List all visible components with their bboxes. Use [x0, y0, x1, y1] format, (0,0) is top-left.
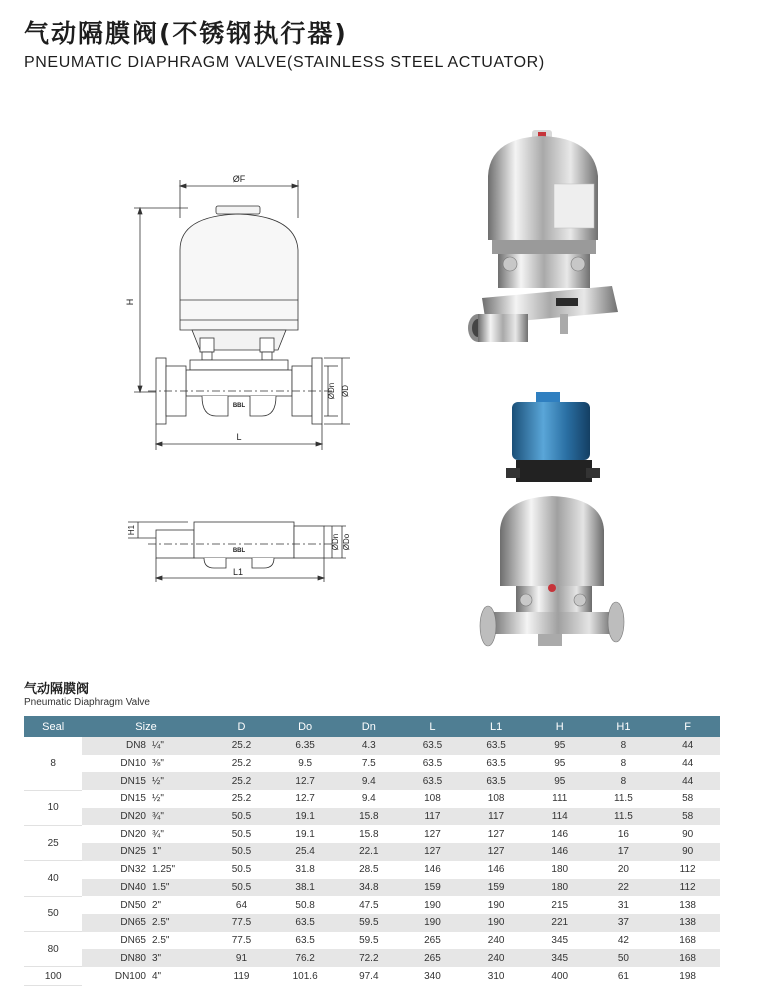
- value-cell-l1: 108: [487, 793, 505, 805]
- value-cell-l1: 240: [487, 934, 505, 946]
- size-dn: DN65: [120, 934, 146, 946]
- value-cell-f: 168: [679, 934, 696, 946]
- seal-cell: 10: [24, 790, 82, 825]
- value-cell-d: 50.5: [231, 828, 252, 840]
- size-cell: [82, 949, 209, 967]
- value-cell-l1: 190: [464, 914, 528, 932]
- value-cell-d: 50.5: [210, 879, 274, 897]
- value-cell-h1: 22: [592, 879, 656, 897]
- value-cell-do: 12.7: [295, 793, 315, 805]
- size-inch: ¾": [152, 811, 164, 823]
- size-inch: ¾": [152, 828, 164, 840]
- value-cell-h: 95: [554, 758, 566, 770]
- value-cell-l1: 63.5: [464, 737, 528, 755]
- size-inch: 1.5": [152, 881, 170, 893]
- value-cell-l1: 146: [487, 864, 505, 876]
- value-cell-h1: 8: [592, 772, 656, 790]
- size-cell: [82, 843, 209, 861]
- size-cell: [82, 861, 209, 879]
- column-header-h: H: [528, 716, 592, 737]
- table-row: [24, 914, 720, 932]
- size-inch: 1": [152, 846, 162, 858]
- column-header-dn: Dn: [337, 716, 401, 737]
- value-cell-l1: 127: [487, 828, 505, 840]
- value-cell-f: 44: [655, 772, 720, 790]
- size-cell: [82, 932, 209, 950]
- table-row: [24, 808, 720, 826]
- value-cell-h: 114: [528, 808, 592, 826]
- size-cell: [82, 755, 209, 773]
- seal-cell: 25: [24, 825, 82, 860]
- value-cell-do: 19.1: [273, 808, 337, 826]
- value-cell-do: 19.1: [295, 828, 315, 840]
- value-cell-h1: 42: [617, 934, 629, 946]
- value-cell-dn: 97.4: [359, 970, 379, 982]
- table-header-row: [24, 716, 720, 737]
- value-cell-h: 95: [528, 772, 592, 790]
- value-cell-do: 12.7: [273, 772, 337, 790]
- value-cell-d: 77.5: [210, 914, 274, 932]
- dim-label-dn: ØDn: [327, 382, 336, 400]
- value-cell-do: 63.5: [295, 934, 315, 946]
- value-cell-d: 25.2: [210, 737, 274, 755]
- table-row: [24, 861, 720, 879]
- size-inch: ⅜": [152, 758, 164, 770]
- value-cell-l: 108: [424, 793, 441, 805]
- value-cell-h1: 8: [592, 737, 656, 755]
- front-view-drawing: [125, 170, 358, 455]
- dim-label-l1: L1: [232, 567, 244, 577]
- size-dn: DN80: [120, 952, 146, 964]
- product-photo-blue-head: [476, 390, 636, 658]
- size-dn: DN40: [120, 881, 146, 893]
- table-row: [24, 790, 720, 808]
- size-inch: 2.5": [152, 934, 170, 946]
- value-cell-d: 25.2: [210, 772, 274, 790]
- value-cell-l1: 159: [464, 879, 528, 897]
- value-cell-l: 63.5: [401, 737, 465, 755]
- column-header-l: L: [401, 716, 465, 737]
- value-cell-l: 127: [424, 828, 441, 840]
- value-cell-l: 63.5: [401, 772, 465, 790]
- size-inch: 4": [152, 970, 162, 982]
- seal-cell: 50: [24, 896, 82, 931]
- value-cell-l: 117: [401, 808, 465, 826]
- value-cell-do: 9.5: [298, 758, 313, 770]
- value-cell-dn: 22.1: [337, 843, 401, 861]
- size-cell: [82, 914, 209, 932]
- value-cell-do: 6.35: [273, 737, 337, 755]
- seal-cell: 100: [24, 967, 82, 986]
- table-row: [24, 967, 720, 986]
- value-cell-d: 64: [235, 899, 248, 911]
- value-cell-d: 91: [210, 949, 274, 967]
- value-cell-do: 38.1: [273, 879, 337, 897]
- value-cell-do: 25.4: [273, 843, 337, 861]
- size-dn: DN15: [120, 775, 146, 787]
- value-cell-f: 138: [655, 914, 720, 932]
- column-header-l1: L1: [464, 716, 528, 737]
- size-cell: [82, 879, 209, 897]
- column-header-d: D: [210, 716, 274, 737]
- size-cell: [82, 737, 209, 755]
- value-cell-dn: 15.8: [359, 828, 379, 840]
- column-header-seal: Seal: [24, 716, 82, 737]
- table-row: [24, 737, 720, 755]
- size-dn: DN25: [120, 846, 146, 858]
- value-cell-f: 112: [655, 879, 720, 897]
- value-cell-h: 400: [551, 970, 569, 982]
- value-cell-do: 50.8: [295, 899, 315, 911]
- value-cell-l: 159: [401, 879, 465, 897]
- size-inch: 3": [152, 952, 162, 964]
- size-inch: 2.5": [152, 917, 170, 929]
- size-inch: ½": [152, 793, 164, 805]
- column-header-do: Do: [273, 716, 337, 737]
- value-cell-h: 146: [551, 828, 569, 840]
- value-cell-d: 77.5: [231, 934, 252, 946]
- table-row: [24, 843, 720, 861]
- value-cell-l: 127: [401, 843, 465, 861]
- value-cell-h1: 61: [617, 970, 629, 982]
- value-cell-h1: 50: [592, 949, 656, 967]
- seal-cell: 8: [24, 737, 82, 790]
- value-cell-d: 25.2: [231, 758, 252, 770]
- value-cell-l1: 63.5: [464, 772, 528, 790]
- value-cell-dn: 34.8: [337, 879, 401, 897]
- size-dn: DN65: [120, 917, 146, 929]
- top-body-mark: BBL: [232, 548, 246, 554]
- dim-label-l: L: [236, 432, 242, 442]
- value-cell-l: 265: [401, 949, 465, 967]
- value-cell-h: 111: [552, 793, 568, 805]
- value-cell-l1: 63.5: [486, 758, 506, 770]
- value-cell-d: 119: [233, 970, 250, 982]
- page-title-en: PNEUMATIC DIAPHRAGM VALVE(STAINLESS STEEL ACTUATOR): [24, 54, 545, 71]
- table-row: [24, 772, 720, 790]
- size-inch: 1.25": [152, 864, 176, 876]
- value-cell-h: 215: [551, 899, 569, 911]
- size-cell: [82, 808, 209, 826]
- value-cell-l: 190: [401, 914, 465, 932]
- value-cell-l: 340: [424, 970, 441, 982]
- table-title-en: Pneumatic Diaphragm Valve: [24, 697, 150, 708]
- value-cell-l: 265: [424, 934, 441, 946]
- column-header-h1: H1: [592, 716, 656, 737]
- size-inch: ¼": [152, 740, 164, 752]
- size-inch: 2": [152, 899, 162, 911]
- value-cell-h: 95: [528, 737, 592, 755]
- value-cell-h: 146: [528, 843, 592, 861]
- page-title-zh: 气动隔膜阀(不锈钢执行器): [24, 19, 348, 48]
- size-cell: [82, 896, 209, 914]
- size-dn: DN15: [120, 793, 146, 805]
- value-cell-do: 76.2: [273, 949, 337, 967]
- product-photo-stainless: [462, 128, 632, 350]
- value-cell-h1: 11.5: [592, 808, 656, 826]
- value-cell-l: 146: [424, 864, 441, 876]
- dim-label-f: ØF: [232, 174, 246, 184]
- value-cell-h1: 31: [617, 899, 629, 911]
- value-cell-d: 50.5: [231, 864, 252, 876]
- value-cell-h1: 8: [620, 758, 627, 770]
- value-cell-l: 190: [424, 899, 441, 911]
- value-cell-f: 44: [655, 737, 720, 755]
- table-row: [24, 949, 720, 967]
- dim-label-h: H: [125, 298, 135, 306]
- size-dn: DN20: [120, 811, 146, 823]
- value-cell-f: 90: [682, 828, 694, 840]
- size-dn: DN50: [120, 899, 146, 911]
- value-cell-f: 58: [682, 793, 694, 805]
- value-cell-dn: 47.5: [359, 899, 379, 911]
- value-cell-dn: 9.4: [361, 793, 376, 805]
- body-mark: BBL: [232, 403, 246, 409]
- value-cell-h1: 20: [617, 864, 629, 876]
- size-cell: [82, 967, 209, 986]
- value-cell-h1: 16: [617, 828, 629, 840]
- dim-label-h1: H1: [127, 524, 136, 536]
- value-cell-f: 112: [679, 864, 696, 876]
- value-cell-h1: 11.5: [614, 793, 633, 805]
- size-dn: DN10: [120, 758, 146, 770]
- column-header-size: Size: [82, 716, 209, 737]
- column-header-f: F: [655, 716, 720, 737]
- dim-label-top-dn: ØDn: [331, 533, 340, 551]
- size-cell: [82, 772, 209, 790]
- value-cell-dn: 59.5: [359, 934, 379, 946]
- value-cell-f: 90: [655, 843, 720, 861]
- value-cell-d: 50.5: [210, 808, 274, 826]
- value-cell-f: 168: [655, 949, 720, 967]
- top-view-drawing: [128, 512, 358, 584]
- table-title-zh: 气动隔膜阀: [24, 682, 90, 697]
- size-inch: ½": [152, 775, 164, 787]
- value-cell-f: 44: [682, 758, 694, 770]
- value-cell-f: 58: [655, 808, 720, 826]
- size-cell: [82, 825, 209, 843]
- value-cell-l1: 310: [487, 970, 505, 982]
- size-dn: DN32: [120, 864, 146, 876]
- value-cell-do: 101.6: [292, 970, 318, 982]
- value-cell-do: 31.8: [295, 864, 315, 876]
- value-cell-h: 221: [528, 914, 592, 932]
- value-cell-f: 138: [679, 899, 696, 911]
- value-cell-h1: 17: [592, 843, 656, 861]
- value-cell-dn: 15.8: [337, 808, 401, 826]
- table-row: [24, 755, 720, 773]
- value-cell-h1: 37: [592, 914, 656, 932]
- value-cell-l: 63.5: [422, 758, 443, 770]
- seal-cell: 80: [24, 932, 82, 967]
- value-cell-dn: 72.2: [337, 949, 401, 967]
- dim-label-do: ØDo: [342, 533, 351, 551]
- value-cell-f: 198: [679, 970, 696, 982]
- size-dn: DN100: [114, 970, 146, 982]
- table-row: [24, 896, 720, 914]
- seal-cell: 40: [24, 861, 82, 896]
- value-cell-h: 345: [528, 949, 592, 967]
- size-cell: [82, 790, 209, 808]
- value-cell-dn: 7.5: [361, 758, 376, 770]
- value-cell-l1: 190: [487, 899, 505, 911]
- value-cell-d: 25.2: [231, 793, 252, 805]
- size-dn: DN8: [125, 740, 146, 752]
- value-cell-dn: 59.5: [337, 914, 401, 932]
- dim-label-d: ØD: [341, 385, 350, 397]
- value-cell-dn: 28.5: [359, 864, 379, 876]
- value-cell-h: 345: [551, 934, 569, 946]
- table-row: [24, 879, 720, 897]
- value-cell-d: 50.5: [210, 843, 274, 861]
- value-cell-dn: 4.3: [337, 737, 401, 755]
- value-cell-l1: 127: [464, 843, 528, 861]
- value-cell-h: 180: [551, 864, 569, 876]
- spec-table: [24, 716, 720, 986]
- value-cell-h: 180: [528, 879, 592, 897]
- value-cell-dn: 9.4: [337, 772, 401, 790]
- size-dn: DN20: [120, 828, 146, 840]
- value-cell-do: 63.5: [273, 914, 337, 932]
- value-cell-l1: 117: [464, 808, 528, 826]
- value-cell-l1: 240: [464, 949, 528, 967]
- table-row: [24, 825, 720, 843]
- table-row: [24, 932, 720, 950]
